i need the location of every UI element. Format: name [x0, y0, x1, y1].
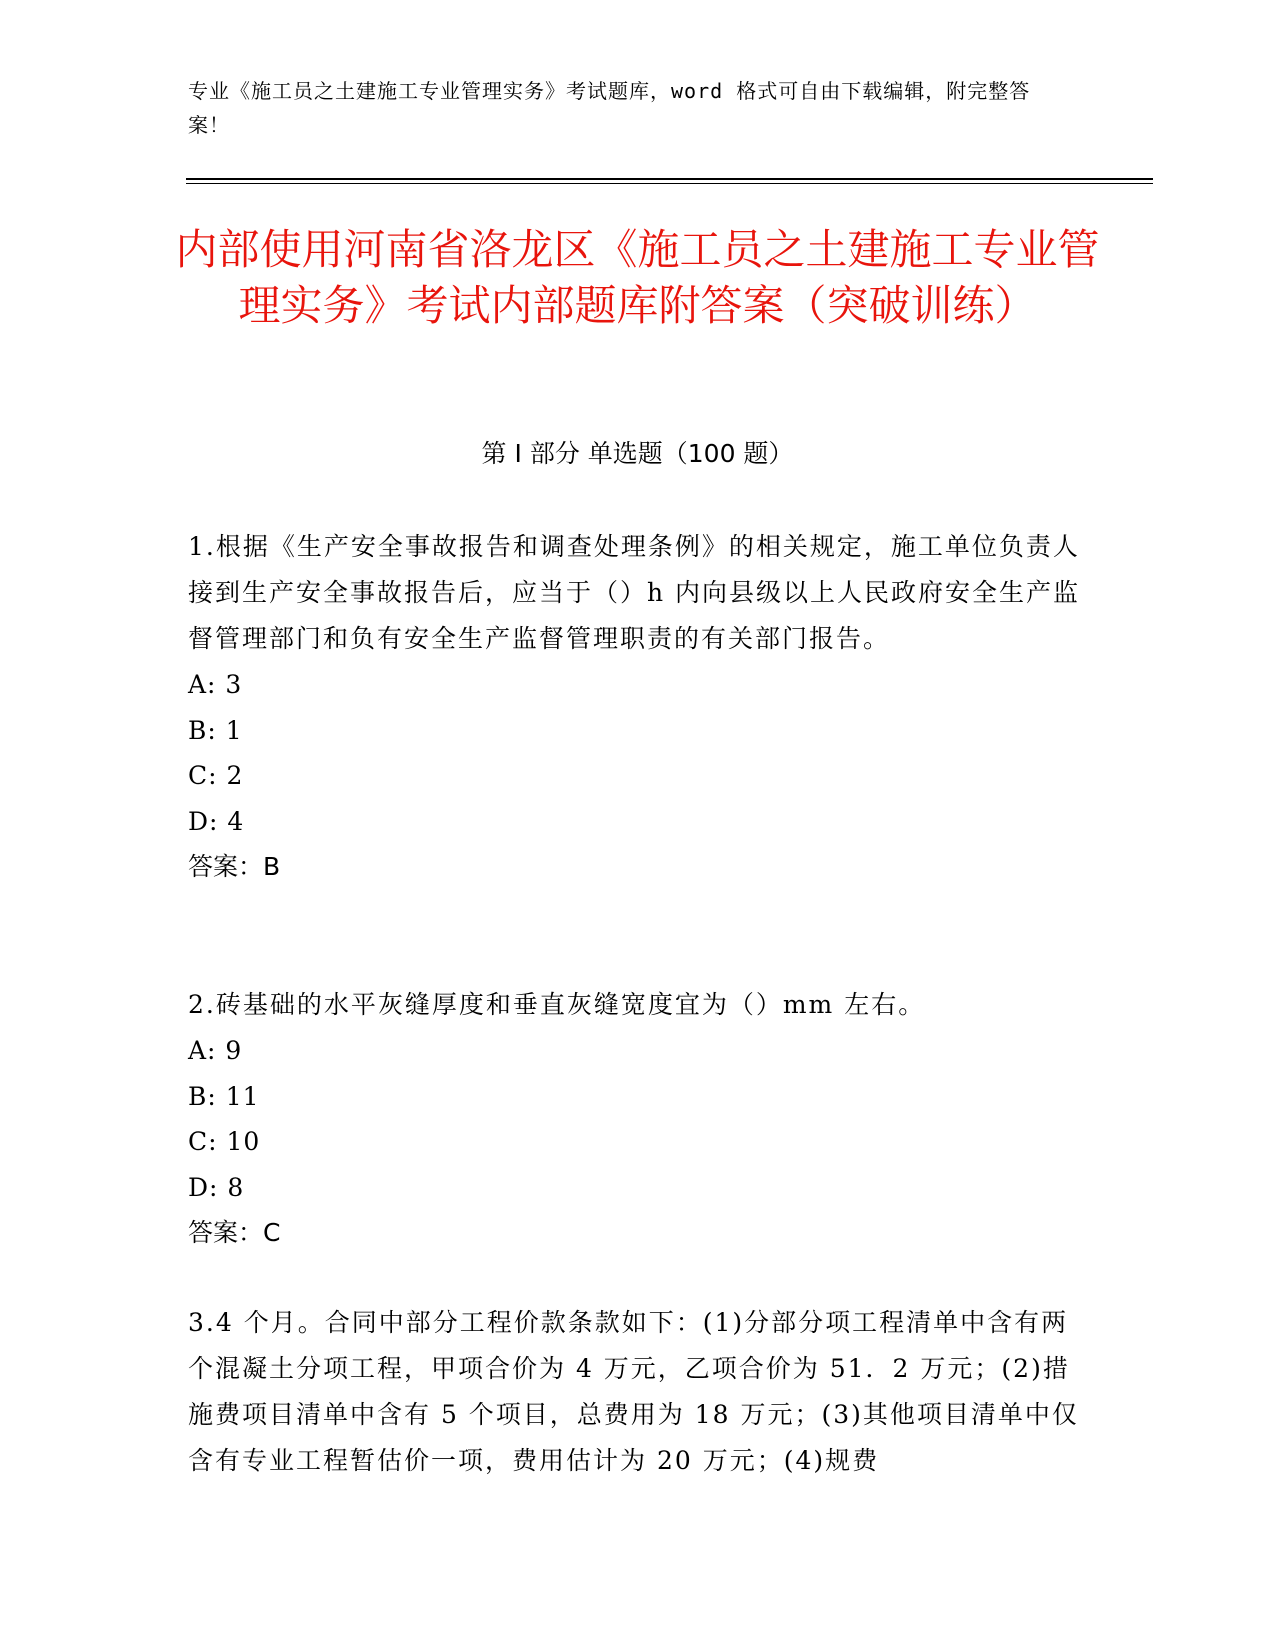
header-divider-thin — [186, 183, 1153, 184]
document-title: 内部使用河南省洛龙区《施工员之土建施工专业管理实务》考试内部题库附答案（突破训练） — [175, 225, 1100, 330]
question-3 — [188, 1300, 1088, 1484]
question-stem: 2.砖基础的水平灰缝厚度和垂直灰缝宽度宜为（）mm 左右。 — [188, 990, 926, 1019]
option-d: D: 8 — [188, 1172, 245, 1202]
header-divider-thick — [186, 178, 1153, 180]
option-a: A: 3 — [188, 670, 243, 699]
question-1 — [188, 524, 1088, 890]
option-b: B: 1 — [188, 715, 243, 745]
answer-line: 答案：B — [188, 852, 281, 881]
header-note: 专业《施工员之土建施工专业管理实务》考试题库，word 格式可自由下载编辑，附完整答案！ — [188, 79, 1031, 137]
section-heading: 第 I 部分 单选题（100 题） — [481, 439, 794, 468]
option-c: C: 10 — [188, 1127, 261, 1156]
option-a: A: 9 — [188, 1036, 243, 1065]
option-c: C: 2 — [188, 761, 244, 790]
question-stem: 1.根据《生产安全事故报告和调查处理条例》的相关规定，施工单位负责人接到生产安全事故报告后，应当于（）h 内向县级以上人民政府安全生产监督管理部门和负有安全生产监督管理职责的有关部门报告。 — [188, 532, 1081, 653]
option-b: B: 11 — [188, 1081, 260, 1111]
question-stem: 3.4 个月。合同中部分工程价款条款如下：(1)分部分项工程清单中含有两个混凝土分项工程，甲项合价为 4 万元，乙项合价为 51．2 万元；(2)措施费项目清单中含有 5 个项目，总费用为 18 万元；(3)其他项目清单中仅含有专业工程暂估价一项，费用估计为 20 万元；(4)规费 — [188, 1308, 1079, 1475]
option-d: D: 4 — [188, 806, 245, 836]
answer-line: 答案：C — [188, 1218, 281, 1247]
question-2 — [188, 982, 1088, 1256]
